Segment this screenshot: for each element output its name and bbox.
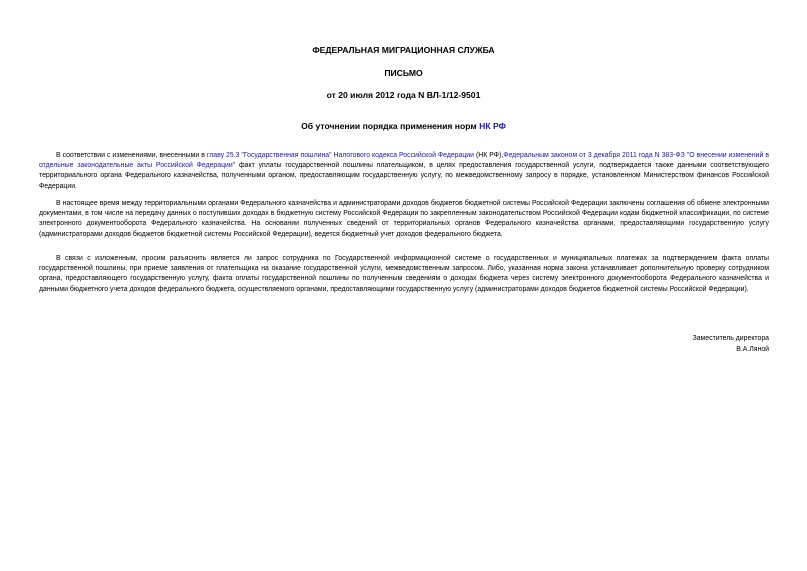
- document-subject: [0, 121, 807, 131]
- paragraph-1-text-b: (НК РФ),: [476, 152, 504, 159]
- federal-law-link[interactable]: Федеральным законом от 3 декабря 2011 года N 383-ФЗ "О внесении изменений в отдельные законодательные акты Российской Федерации": [39, 152, 769, 170]
- nk-rf-link[interactable]: НК РФ: [479, 121, 506, 131]
- paragraph-1-text-c: факт уплаты государственной пошлины плательщиком, в целях предоставления государственной услуги, подтверждается также данными соответствующего территориального органа Федерального казначейства, полученными органом, предоставляющим государственную услугу, по межведомственному запросу в порядке, установленном Министерством финансов Российской Федерации.: [39, 162, 769, 190]
- tax-code-chapter-link[interactable]: главу 25.3 "Государственная пошлина" Налогового кодекса Российской Федерации: [206, 152, 475, 159]
- document-type: ПИСЬМО: [384, 68, 423, 78]
- signer-title: Заместитель директора: [692, 335, 769, 342]
- paragraph-2: В настоящее время между территориальными органами Федерального казначейства и администраторами доходов бюджетов бюджетной системы Российской Федерации заключены соглашения об обмене электронными документами, в том числе на передачу данных о поступивших доходах в бюджетную систему Российской Федерации по закрепленным законодательством Российской Федерации кодам бюджетной классификации, по системе электронного документооборота Федерального казначейства. На основании полученных сведений от территориальных органов Федерального казначейства органами, предоставляющими государственную услугу (администраторами доходов бюджетов бюджетной системы Российской Федерации), ведется бюджетный учет доходов федерального бюджета.: [39, 200, 769, 238]
- document-date-number: от 20 июля 2012 года N ВЛ-1/12-9501: [326, 90, 481, 100]
- paragraph-1: [39, 151, 769, 192]
- paragraph-3: В связи с изложенным, просим разъяснить является ли запрос сотрудника по Государственной информационной системе о государственных и муниципальных платежах за подтверждением факта оплаты государственной пошлины, при приеме заявления от плательщика на оказание государственной услуги, межведомственным запросом. Либо, указанная норма закона устанавливает дополнительную проверку сотрудником органа, предоставляющего государственную услугу, факта оплаты государственной пошлины по полученным сведениям о доходах бюджета через систему электронного документооборота Федерального казначейства и данными бюджетного учета доходов федерального бюджета, осуществляемого органами, предоставляющими государственную услугу (администраторами доходов бюджетов бюджетной системы Российской Федерации).: [39, 255, 769, 293]
- paragraph-1-text-a: В соответствии с изменениями, внесенными в: [56, 152, 205, 159]
- subject-text: Об уточнении порядка применения норм: [301, 121, 477, 131]
- signer-name: В.А.Ляной: [736, 346, 769, 353]
- agency-title: ФЕДЕРАЛЬНАЯ МИГРАЦИОННАЯ СЛУЖБА: [312, 45, 495, 55]
